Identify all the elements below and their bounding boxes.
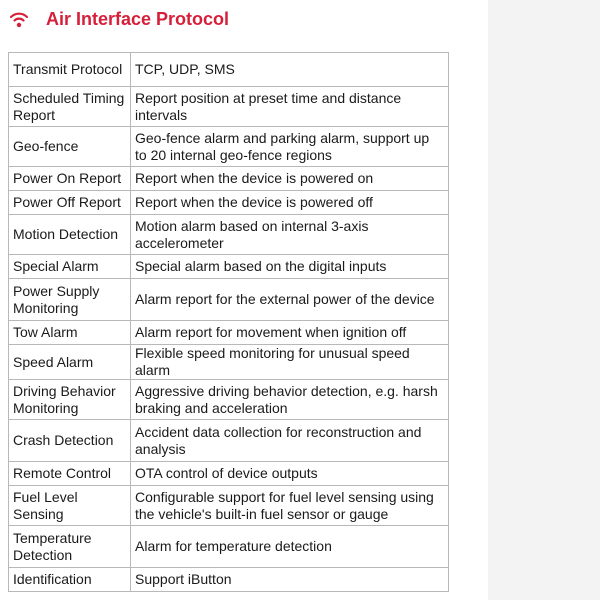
row-description: Alarm report for movement when ignition off (131, 321, 449, 345)
row-description: Geo-fence alarm and parking alarm, support up to 20 internal geo-fence regions (131, 127, 449, 167)
row-label: Tow Alarm (9, 321, 131, 345)
table-row (9, 380, 449, 420)
table-row (9, 127, 449, 167)
row-description: Special alarm based on the digital inputs (131, 255, 449, 279)
row-label: Speed Alarm (9, 345, 131, 380)
table-row (9, 568, 449, 592)
row-label: Remote Control (9, 462, 131, 486)
row-label: Fuel Level Sensing (9, 486, 131, 526)
row-label: Crash Detection (9, 420, 131, 462)
row-description: Report when the device is powered on (131, 167, 449, 191)
row-description: Report when the device is powered off (131, 191, 449, 215)
table-row (9, 486, 449, 526)
table-row (9, 321, 449, 345)
row-description: Configurable support for fuel level sensing using the vehicle's built-in fuel sensor or gauge (131, 486, 449, 526)
wifi-signal-icon (8, 8, 30, 30)
spec-table (8, 52, 449, 592)
row-description: TCP, UDP, SMS (131, 53, 449, 87)
row-label: Temperature Detection (9, 526, 131, 568)
table-row (9, 462, 449, 486)
table-row (9, 345, 449, 380)
row-description: Flexible speed monitoring for unusual speed alarm (131, 345, 449, 380)
table-row (9, 215, 449, 255)
table-row (9, 420, 449, 462)
row-description: Report position at preset time and distance intervals (131, 87, 449, 127)
row-description: Aggressive driving behavior detection, e.g. harsh braking and acceleration (131, 380, 449, 420)
row-label: Transmit Protocol (9, 53, 131, 87)
row-label: Power On Report (9, 167, 131, 191)
row-description: Alarm for temperature detection (131, 526, 449, 568)
row-description: Motion alarm based on internal 3-axis accelerometer (131, 215, 449, 255)
table-row (9, 87, 449, 127)
row-label: Motion Detection (9, 215, 131, 255)
row-label: Geo-fence (9, 127, 131, 167)
table-row (9, 526, 449, 568)
table-row (9, 279, 449, 321)
section-header (8, 6, 229, 32)
row-label: Special Alarm (9, 255, 131, 279)
row-label: Scheduled Timing Report (9, 87, 131, 127)
row-description: Support iButton (131, 568, 449, 592)
row-label: Identification (9, 568, 131, 592)
page-title: Air Interface Protocol (46, 9, 230, 29)
row-label: Power Supply Monitoring (9, 279, 131, 321)
table-row (9, 53, 449, 87)
page-edge-shade (488, 0, 600, 600)
row-label: Power Off Report (9, 191, 131, 215)
row-label: Driving Behavior Monitoring (9, 380, 131, 420)
table-row (9, 255, 449, 279)
table-row (9, 191, 449, 215)
row-description: Accident data collection for reconstruction and analysis (131, 420, 449, 462)
table-row (9, 167, 449, 191)
row-description: Alarm report for the external power of the device (131, 279, 449, 321)
row-description: OTA control of device outputs (131, 462, 449, 486)
